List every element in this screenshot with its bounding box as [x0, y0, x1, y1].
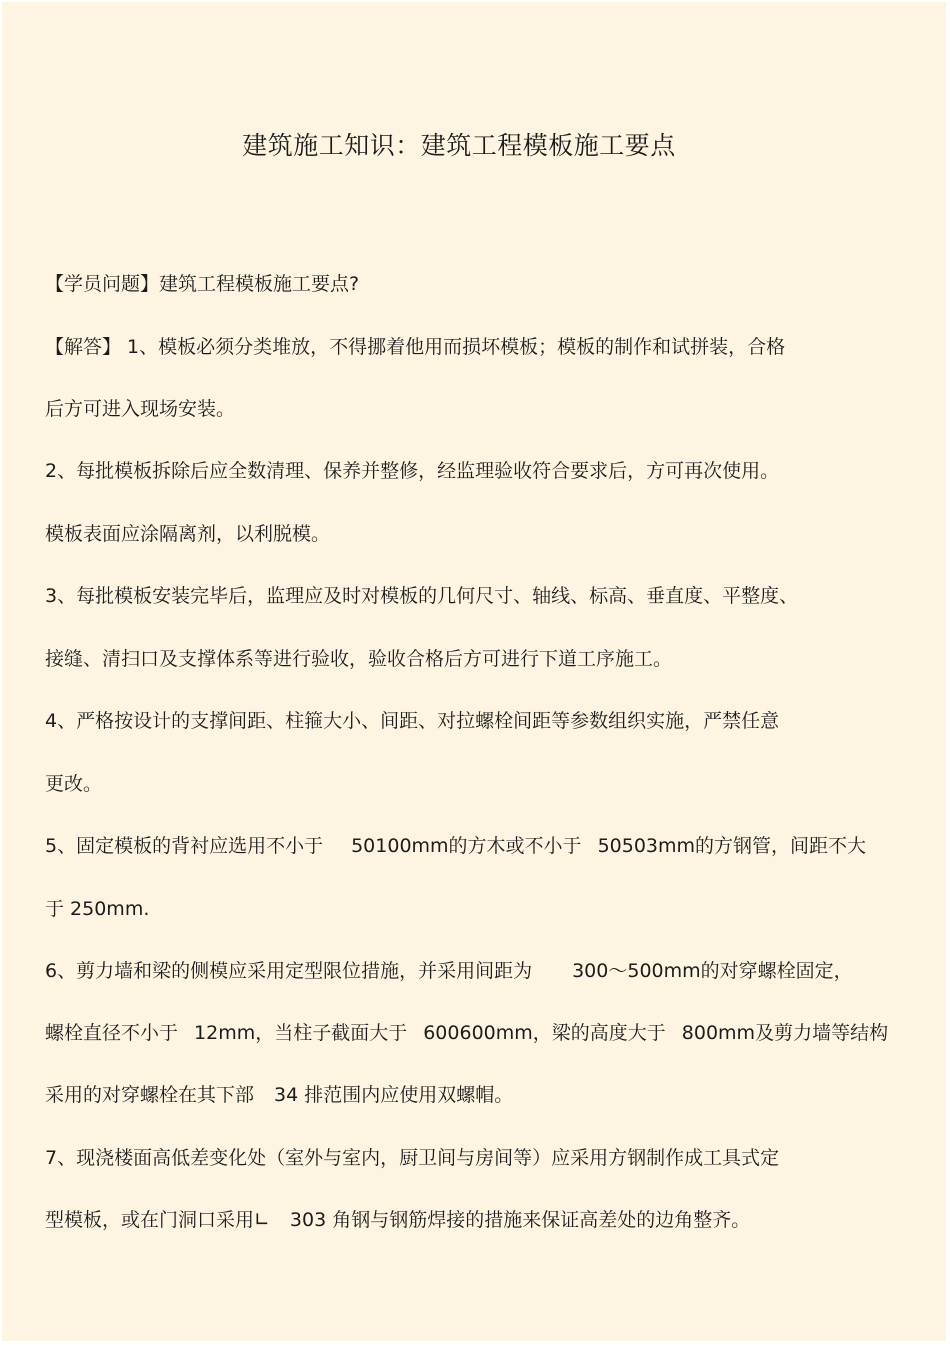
answer-line-7: 4、严格按设计的支撑间距、柱箍大小、间距、对拉螺栓间距等参数组织实施，严禁任意: [45, 710, 780, 732]
answer-line-12: [45, 1021, 888, 1045]
answer-line-12-part-2: 12mm，当柱子截面大于: [194, 1022, 408, 1044]
answer-line-15-part-1: 型模板，或在门洞口采用∟: [45, 1209, 270, 1231]
answer-line-4: 模板表面应涂隔离剂，以利脱模。: [45, 523, 331, 545]
answer-line-2: 后方可进入现场安装。: [45, 398, 236, 420]
answer-line-14: 7、现浇楼面高低差变化处（室外与室内，厨卫间与房间等）应采用方钢制作成工具式定: [45, 1147, 780, 1169]
question-line: 【学员问题】建筑工程模板施工要点?: [45, 273, 360, 295]
answer-line-12-part-4: 800mm及剪力墙等结构: [681, 1022, 889, 1044]
answer-line-11-part-2: 300～500mm的对穿螺栓固定，: [572, 960, 853, 982]
answer-line-9-part-1: 5、固定模板的背衬应选用不小于: [45, 835, 324, 857]
page-title: 建筑施工知识：建筑工程模板施工要点: [242, 131, 676, 160]
answer-line-9: [45, 834, 866, 858]
answer-line-15-part-2: 303 角钢与钢筋焊接的措施来保证高差处的边角整齐。: [289, 1209, 751, 1231]
answer-line-11: [45, 959, 853, 983]
answer-line-1: 【解答】 1、模板必须分类堆放，不得挪着他用而损坏模板；模板的制作和试拼装，合格: [45, 336, 786, 358]
answer-line-13-part-1: 采用的对穿螺栓在其下部: [45, 1084, 255, 1106]
answer-line-12-part-3: 600600mm，梁的高度大于: [423, 1022, 666, 1044]
answer-line-5: 3、每批模板安装完毕后，监理应及时对模板的几何尺寸、轴线、标高、垂直度、平整度、: [45, 585, 799, 607]
answer-line-9-part-2: 50100mm的方木或不小于: [351, 835, 582, 857]
document-page: [2, 2, 946, 1341]
answer-line-10: 于 250mm.: [45, 898, 150, 920]
answer-line-15: [45, 1208, 750, 1232]
answer-line-11-part-1: 6、剪力墙和梁的侧模应采用定型限位措施，并采用间距为: [45, 960, 533, 982]
answer-line-8: 更改。: [45, 773, 103, 795]
answer-line-13-part-2: 34 排范围内应使用双螺帽。: [274, 1084, 514, 1106]
answer-line-12-part-1: 螺栓直径不小于: [45, 1022, 179, 1044]
answer-line-6: 接缝、清扫口及支撑体系等进行验收，验收合格后方可进行下道工序施工。: [45, 648, 673, 670]
answer-line-9-part-3: 50503mm的方钢管，间距不大: [597, 835, 867, 857]
answer-line-13: [45, 1083, 513, 1107]
answer-line-3: 2、每批模板拆除后应全数清理、保养并整修，经监理验收符合要求后，方可再次使用。: [45, 460, 780, 482]
